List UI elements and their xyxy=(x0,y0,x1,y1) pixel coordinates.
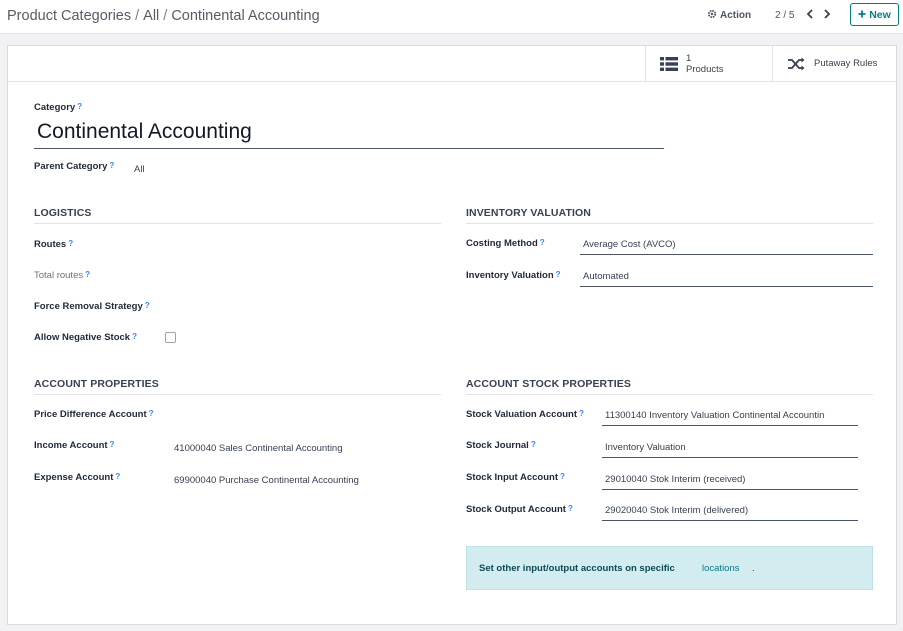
stock-output-account-label xyxy=(466,504,573,515)
price-difference-account-label xyxy=(34,409,154,420)
shuffle-icon xyxy=(788,57,806,71)
smart-button-box xyxy=(8,46,896,82)
help-icon[interactable]: ? xyxy=(530,440,536,449)
expense-account-label xyxy=(34,472,120,483)
price-difference-account-label-text: Price Difference Account xyxy=(34,409,147,420)
total-routes-label-text: Total routes xyxy=(34,270,84,281)
category-name-input[interactable]: Continental Accounting xyxy=(34,119,664,149)
plus-icon xyxy=(858,9,866,21)
income-account-field[interactable]: 41000040 Sales Continental Accounting xyxy=(174,443,343,454)
alert-text: Set other input/output accounts on specific xyxy=(479,563,675,574)
account-stock-properties-section-title: ACCOUNT STOCK PROPERTIES xyxy=(466,378,873,395)
help-icon[interactable]: ? xyxy=(144,301,150,310)
stock-valuation-account-label xyxy=(466,409,584,420)
inventory-valuation-label-text: Inventory Valuation xyxy=(466,270,554,281)
breadcrumb-product-categories[interactable]: Product Categories xyxy=(7,8,132,24)
stock-journal-input[interactable]: Inventory Valuation xyxy=(602,440,858,458)
stock-input-account-input[interactable]: 29010040 Stok Interim (received) xyxy=(602,472,858,490)
parent-category-field[interactable]: All xyxy=(134,164,145,175)
allow-negative-stock-checkbox[interactable] xyxy=(165,332,176,343)
breadcrumb-current: Continental Accounting xyxy=(171,8,320,24)
costing-method-select[interactable]: Average Cost (AVCO) xyxy=(580,237,873,255)
force-removal-strategy-label-text: Force Removal Strategy xyxy=(34,301,143,312)
pager-previous-button[interactable] xyxy=(803,7,817,23)
stock-valuation-account-label-text: Stock Valuation Account xyxy=(466,409,578,420)
alert-end: . xyxy=(752,563,755,574)
locations-link[interactable]: locations xyxy=(702,563,740,574)
putaway-rules-label: Putaway Rules xyxy=(814,58,878,69)
costing-method-label xyxy=(466,238,545,249)
breadcrumb xyxy=(7,8,320,24)
income-account-label-text: Income Account xyxy=(34,440,108,451)
help-icon[interactable]: ? xyxy=(555,270,561,279)
allow-negative-stock-label xyxy=(34,332,137,343)
inventory-valuation-select[interactable]: Automated xyxy=(580,269,873,287)
help-icon[interactable]: ? xyxy=(132,332,137,341)
parent-category-label-text: Parent Category xyxy=(34,161,108,172)
locations-info-alert xyxy=(466,546,873,590)
control-panel xyxy=(0,0,903,34)
breadcrumb-all[interactable]: All xyxy=(143,8,160,24)
new-button[interactable] xyxy=(850,3,899,26)
expense-account-label-text: Expense Account xyxy=(34,472,114,483)
products-smart-button[interactable] xyxy=(645,46,772,81)
action-button[interactable] xyxy=(707,9,751,22)
inventory-valuation-label xyxy=(466,270,561,281)
category-label xyxy=(34,102,82,113)
total-routes-label xyxy=(34,270,90,281)
chevron-left-icon xyxy=(806,9,814,22)
stock-journal-label-text: Stock Journal xyxy=(466,440,529,451)
help-icon[interactable]: ? xyxy=(148,409,154,418)
category-label-text: Category xyxy=(34,102,76,113)
help-icon[interactable]: ? xyxy=(109,440,115,449)
stock-input-account-label xyxy=(466,472,565,483)
pager-next-button[interactable] xyxy=(820,7,834,23)
breadcrumb-separator: / xyxy=(135,8,140,24)
stock-valuation-account-input[interactable]: 11300140 Inventory Valuation Continental Accountin xyxy=(602,408,858,426)
income-account-label xyxy=(34,440,114,451)
help-icon[interactable]: ? xyxy=(560,472,565,481)
costing-method-label-text: Costing Method xyxy=(466,238,538,249)
chevron-right-icon xyxy=(823,9,831,22)
force-removal-strategy-label xyxy=(34,301,150,312)
parent-category-label xyxy=(34,161,114,172)
logistics-section-title: LOGISTICS xyxy=(34,207,441,224)
pager-value[interactable]: 2 / 5 xyxy=(775,10,795,21)
inventory-valuation-section-title: INVENTORY VALUATION xyxy=(466,207,873,224)
stock-journal-label xyxy=(466,440,536,451)
action-label: Action xyxy=(720,10,752,21)
help-icon[interactable]: ? xyxy=(85,270,91,279)
gear-icon xyxy=(707,9,717,22)
form-sheet xyxy=(7,45,897,625)
help-icon[interactable]: ? xyxy=(539,238,545,247)
breadcrumb-separator: / xyxy=(163,8,168,24)
putaway-rules-smart-button[interactable] xyxy=(772,46,896,81)
help-icon[interactable]: ? xyxy=(68,239,74,248)
expense-account-field[interactable]: 69900040 Purchase Continental Accounting xyxy=(174,475,359,486)
help-icon[interactable]: ? xyxy=(579,409,584,418)
routes-label-text: Routes xyxy=(34,239,67,250)
routes-label xyxy=(34,239,73,250)
help-icon[interactable]: ? xyxy=(77,102,83,111)
list-icon xyxy=(660,57,678,71)
allow-negative-stock-label-text: Allow Negative Stock xyxy=(34,332,131,343)
help-icon[interactable]: ? xyxy=(109,161,115,170)
products-label: Products xyxy=(686,63,724,75)
stock-input-account-label-text: Stock Input Account xyxy=(466,472,559,483)
account-properties-section-title: ACCOUNT PROPERTIES xyxy=(34,378,441,395)
stock-output-account-input[interactable]: 29020040 Stok Interim (delivered) xyxy=(602,503,858,521)
products-count: 1 xyxy=(686,52,692,64)
help-icon[interactable]: ? xyxy=(567,504,573,513)
help-icon[interactable]: ? xyxy=(115,472,121,481)
products-smart-button-text xyxy=(686,53,724,75)
new-label: New xyxy=(869,8,891,21)
stock-output-account-label-text: Stock Output Account xyxy=(466,504,566,515)
